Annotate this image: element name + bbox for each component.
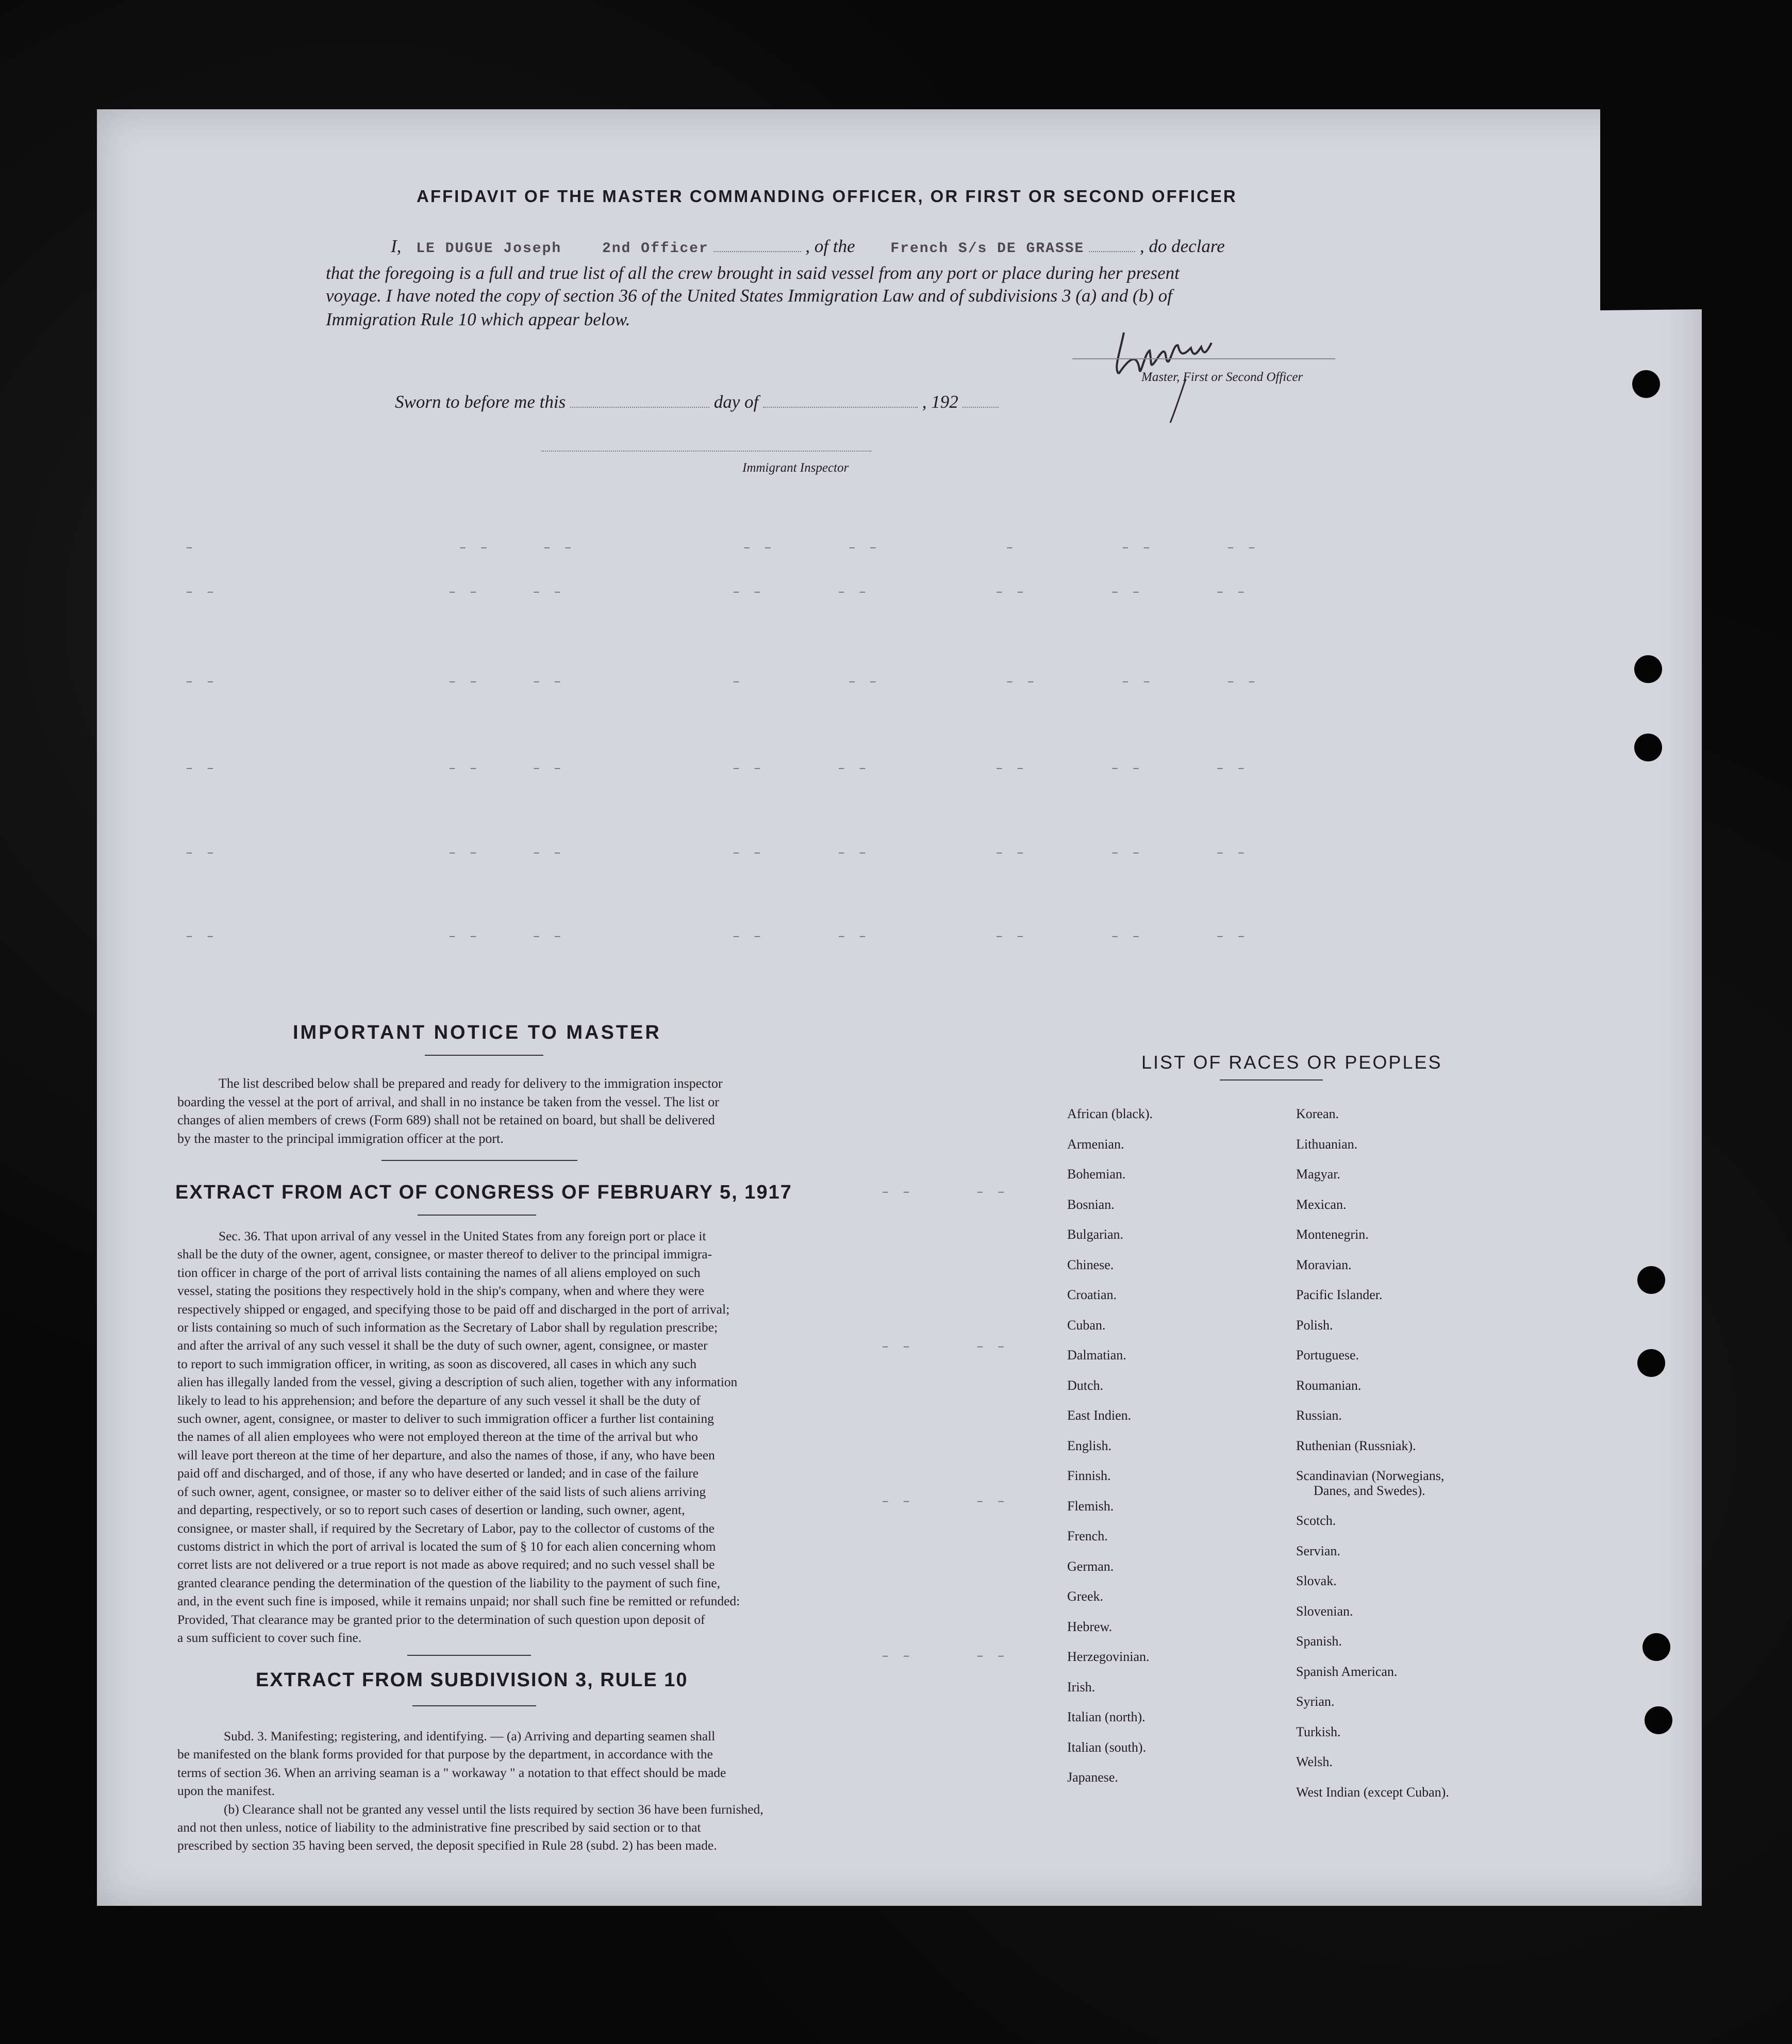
act-line: and after the arrival of any such vessel it shall be the duty of such owner, agent, consignee, or master [177,1338,708,1353]
signature-line [1072,358,1335,359]
typed-rank: 2nd Officer [602,241,709,257]
race-item: Welsh. [1296,1754,1333,1769]
race-item: Danes, and Swedes). [1314,1483,1425,1498]
race-item: Scotch. [1296,1513,1336,1528]
form-row-marks: – – – – – – – – – – – – – – [186,541,1259,555]
race-item: Lithuanian. [1296,1136,1358,1152]
race-item: Roumanian. [1296,1377,1362,1393]
affidavit-line-1 [391,236,1225,257]
race-item: Irish. [1067,1679,1096,1694]
act-line: alien has illegally landed from the vessel, giving a description of such alien, together with any information [177,1374,738,1390]
act-line: granted clearance pending the determination of the question of the liability to the payment of such fine, [177,1575,720,1590]
act-line: Provided, That clearance may be granted prior to the determination of such question upon deposit of [177,1611,705,1627]
affidavit-title: AFFIDAVIT OF THE MASTER COMMANDING OFFICER, OR FIRST OR SECOND OFFICER [417,187,1237,206]
act-line: Sec. 36. That upon arrival of any vessel in the United States from any foreign port or place it [219,1228,706,1243]
race-item: Polish. [1296,1317,1333,1333]
act-line: customs district in which the port of arrival is located the sum of § 10 for each alien concerning whom [177,1538,716,1554]
notice-body [177,1074,788,1148]
form-row-marks: – – – – – – – – – – – – – – – [186,675,1259,689]
punch-hole [1637,1349,1665,1377]
race-item: East Indien. [1067,1408,1132,1423]
year-blank [963,407,999,408]
race-item: Cuban. [1067,1317,1106,1333]
race-item: Korean. [1296,1106,1339,1121]
act-line: likely to lead to his apprehension; and before the departure of any such vessel it shall be the duty of [177,1392,701,1408]
vessel-blank [1089,251,1135,252]
punch-hole [1634,655,1662,683]
divider [412,1705,536,1706]
race-item: Flemish. [1067,1498,1114,1514]
sworn-line [395,392,999,412]
rule-line: Subd. 3. Manifesting; registering, and identifying. — (a) Arriving and departing seamen shall [224,1729,716,1743]
form-row-marks: – – – – – – – – – – – – – – – – [186,586,1248,600]
act-line: will leave port thereon at the time of her departure, and also the names of those, if any, who have been [177,1447,715,1463]
act-line: of such owner, agent, consignee, or master so to deliver either of the said lists of such aliens arriving [177,1484,706,1499]
form-row-marks: – – – – [882,1340,1008,1354]
race-item: Greek. [1067,1589,1104,1604]
act-line: respectively shipped or engaged, and specifying those to be paid off and discharged in the port of arrival; [177,1301,730,1317]
race-item: Armenian. [1067,1136,1124,1152]
year-label: , 192 [922,392,958,412]
rule-line: terms of section 36. When an arriving seaman is a " workaway " a notation to that effect should be made [177,1765,726,1780]
rule-line: and not then unless, notice of liability to the administrative fine prescribed by said section or to that [177,1820,701,1835]
punch-hole [1634,734,1662,761]
day-of-label: day of [714,392,759,412]
divider [425,1055,543,1056]
extract-rule-body [177,1727,794,1855]
race-item: Japanese. [1067,1770,1118,1785]
month-blank [763,407,918,408]
race-item: Magyar. [1296,1167,1340,1182]
form-row-marks: – – – – – – – – – – – – – – – – [186,846,1248,860]
race-item: Italian (north). [1067,1709,1146,1724]
form-row-marks: – – – – [882,1495,1008,1509]
rule-line: (b) Clearance shall not be granted any vessel until the lists required by section 36 have been furnished, [224,1801,764,1817]
act-line: tion officer in charge of the port of arrival lists containing the names of all aliens employed on such [177,1265,701,1280]
day-blank [570,407,709,408]
race-item: English. [1067,1438,1111,1453]
act-line: to report to such immigration officer, in writing, as soon as discovered, all cases in which any such [177,1356,696,1371]
rule-line: prescribed by section 35 having been served, the deposit specified in Rule 28 (subd. 2) has been made. [177,1838,717,1853]
race-item: Bosnian. [1067,1197,1115,1212]
act-line: consignee, or master shall, if required by the Secretary of Labor, pay to the collector of customs of the [177,1520,715,1536]
punch-hole [1632,370,1660,398]
affidavit-line-3: voyage. I have noted the copy of section 36 of the United States Immigration Law and of subdivisions 3 (a) and (b) of [326,286,1172,306]
race-item: Montenegrin. [1296,1227,1369,1242]
race-item: Herzegovinian. [1067,1649,1150,1664]
race-item: Slovak. [1296,1573,1337,1588]
race-item: Chinese. [1067,1257,1114,1272]
race-item: Croatian. [1067,1287,1117,1302]
race-item: Moravian. [1296,1257,1352,1272]
divider [418,1215,536,1216]
act-line: shall be the duty of the owner, agent, consignee, or master thereof to deliver to the principal immigra- [177,1247,712,1262]
race-item: Turkish. [1296,1724,1341,1739]
race-item: Italian (south). [1067,1739,1147,1755]
race-item: African (black). [1067,1106,1153,1121]
declare-label: , do declare [1139,236,1225,256]
race-item: German. [1067,1558,1114,1574]
notice-line: changes of alien members of crews (Form 689) shall not be retained on board, but shall be delivered [177,1112,715,1127]
act-line: the names of all alien employees who were not employed thereon at the time of the arrival but who [177,1429,698,1444]
race-item: Mexican. [1296,1197,1347,1212]
race-item: Russian. [1296,1408,1342,1423]
inspector-label: Immigrant Inspector [742,461,849,475]
form-row-marks: – – – – – – – – – – – – – – – – [186,762,1248,776]
punch-hole [1642,1633,1670,1661]
divider [407,1655,531,1656]
form-row-marks: – – – – [882,1186,1008,1200]
race-item: West Indian (except Cuban). [1296,1784,1449,1800]
divider [381,1160,577,1161]
race-item: Scandinavian (Norwegians, [1296,1468,1445,1483]
race-item: Bohemian. [1067,1167,1126,1182]
race-item: Pacific Islander. [1296,1287,1383,1302]
race-item: Spanish American. [1296,1664,1398,1679]
punch-hole [1645,1706,1672,1734]
race-item: Spanish. [1296,1634,1342,1649]
punch-hole [1637,1266,1665,1294]
affidavit-line-4: Immigration Rule 10 which appear below. [326,309,630,329]
affidavit-line-2: that the foregoing is a full and true list of all the crew brought in said vessel from any port or place during her present [326,263,1180,283]
race-item: Ruthenian (Russniak). [1296,1438,1416,1453]
act-line: paid off and discharged, and of those, if any who have deserted or landed; and in case of the failure [177,1466,699,1481]
act-line: corret lists are not delivered or a true report is not made as above required; and no such vessel shall be [177,1557,715,1572]
race-item: Bulgarian. [1067,1227,1124,1242]
sworn-label: Sworn to before me this [395,392,566,412]
extract-rule-title: EXTRACT FROM SUBDIVISION 3, RULE 10 [256,1669,688,1691]
form-row-marks: – – – – [882,1650,1008,1664]
act-line: a sum sufficient to cover such fine. [177,1630,362,1645]
divider [1220,1079,1323,1081]
races-title: LIST OF RACES OR PEOPLES [1141,1052,1442,1073]
of-the-label: , of the [805,236,855,256]
race-item: French. [1067,1528,1108,1543]
typed-vessel: French S/s DE GRASSE [890,241,1085,257]
rank-blank [714,251,801,252]
act-line: and, in the event such fine is imposed, while it remains unpaid; nor shall such fine be remitted or refunded: [177,1593,740,1609]
form-row-marks: – – – – – – – – – – – – – – – – [186,930,1248,944]
race-item: Hebrew. [1067,1619,1113,1634]
act-line: such owner, agent, consignee, or master to deliver to such immigration officer a further list containing [177,1411,714,1426]
race-item: Dalmatian. [1067,1348,1126,1362]
race-item: Finnish. [1067,1468,1111,1483]
rule-line: be manifested on the blank forms provided for that purpose by the department, in accordance with the [177,1747,713,1762]
notice-line: by the master to the principal immigration officer at the port. [177,1131,504,1146]
signature-caption: Master, First or Second Officer [1141,370,1303,384]
extract-act-body [177,1227,788,1647]
race-item: Servian. [1296,1543,1340,1558]
notice-line: boarding the vessel at the port of arrival, and shall in no instance be taken from the vessel. The list or [177,1094,719,1109]
race-item: Dutch. [1067,1377,1104,1393]
rule-line: upon the manifest. [177,1783,275,1799]
typed-name: LE DUGUE Joseph [416,241,562,257]
notice-line: The list described below shall be prepared and ready for delivery to the immigration inspector [219,1076,723,1091]
race-item: Slovenian. [1296,1603,1353,1619]
act-line: or lists containing so much of such information as the Secretary of Labor shall by regulation prescribe; [177,1320,718,1335]
notice-title: IMPORTANT NOTICE TO MASTER [293,1022,661,1043]
extract-act-title: EXTRACT FROM ACT OF CONGRESS OF FEBRUARY 5, 1917 [175,1182,792,1203]
inspector-signature-line [541,450,871,452]
race-item: Syrian. [1296,1694,1335,1709]
i-label: I, [391,236,402,256]
act-line: vessel, stating the positions they respectively hold in the ship's company, when and where they were [177,1283,704,1299]
race-item: Portuguese. [1296,1348,1359,1362]
act-line: and departing, respectively, or so to report such cases of desertion or landing, such owner, agent, [177,1502,685,1518]
